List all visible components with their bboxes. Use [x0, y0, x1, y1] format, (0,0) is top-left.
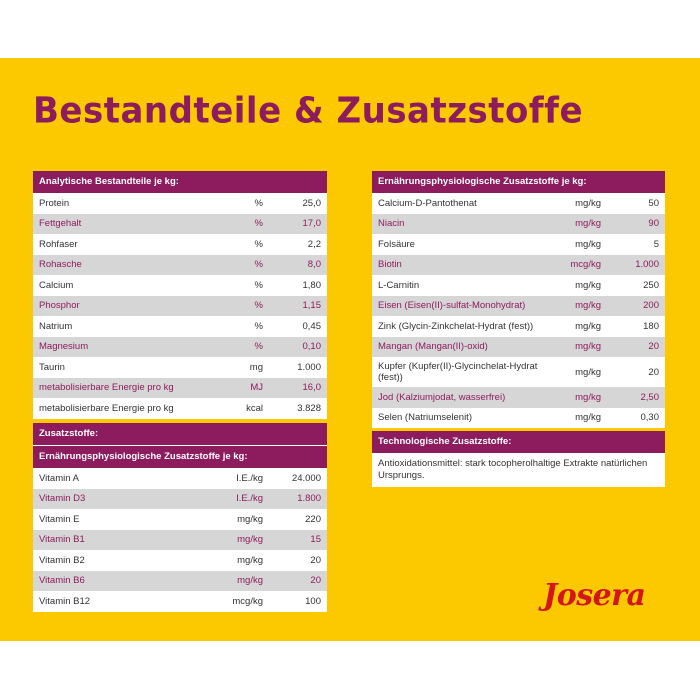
analytic-rows — [33, 193, 327, 419]
table-row — [33, 337, 327, 358]
row-unit: % — [254, 238, 263, 250]
row-name: Vitamin B1 — [39, 534, 85, 546]
row-name: Selen (Natriumselenit) — [378, 412, 472, 424]
row-value: 17,0 — [302, 218, 321, 230]
row-unit: mg/kg — [575, 341, 601, 353]
row-unit: % — [254, 259, 263, 271]
additives-table — [33, 423, 327, 612]
table-row — [33, 398, 327, 419]
row-value: 8,0 — [307, 259, 321, 271]
row-unit: mg/kg — [575, 197, 601, 209]
table-row — [372, 275, 665, 296]
row-unit: % — [254, 320, 263, 332]
row-value: 1.000 — [297, 361, 321, 373]
additives-rows — [33, 468, 327, 612]
row-unit: mg/kg — [237, 554, 263, 566]
nutritional-table — [372, 171, 665, 428]
row-unit: mcg/kg — [570, 259, 601, 271]
table-row — [33, 296, 327, 317]
nutritional-table-header: Ernährungsphysiologische Zusatzstoffe je kg: — [372, 171, 665, 193]
row-name: Folsäure — [378, 238, 415, 250]
row-unit: mg/kg — [237, 575, 263, 587]
row-name: Rohfaser — [39, 238, 78, 250]
row-name: Vitamin B12 — [39, 595, 91, 607]
row-name: Magnesium — [39, 341, 89, 353]
table-row — [33, 509, 327, 530]
row-value: 15 — [310, 534, 321, 546]
table-row — [372, 408, 665, 429]
row-unit: mg/kg — [575, 218, 601, 230]
row-value: 2,50 — [640, 391, 659, 403]
row-name: L-Carnitin — [378, 279, 420, 291]
table-row — [372, 296, 665, 317]
row-value: 1,80 — [302, 279, 321, 291]
table-row — [33, 214, 327, 235]
josera-logo: Josera — [543, 578, 646, 613]
row-name: Kupfer (Kupfer(II)-Glycinchelat-Hydrat (fest)) — [378, 361, 538, 383]
row-name: Calcium-D-Pantothenat — [378, 197, 477, 209]
row-value: 0,45 — [302, 320, 321, 332]
analytic-table-header: Analytische Bestandteile je kg: — [33, 171, 327, 193]
row-unit: MJ — [250, 382, 263, 394]
row-name: Vitamin A — [39, 472, 79, 484]
table-row — [33, 378, 327, 399]
row-value: 180 — [643, 320, 659, 332]
row-unit: mg/kg — [237, 534, 263, 546]
row-name: Vitamin B6 — [39, 575, 85, 587]
table-row — [33, 357, 327, 378]
row-name: Protein — [39, 197, 70, 209]
row-value: 1.000 — [635, 259, 659, 271]
row-value: 100 — [305, 595, 321, 607]
table-row — [372, 316, 665, 337]
row-name: Natrium — [39, 320, 73, 332]
row-name: metabolisierbare Energie pro kg — [39, 402, 174, 414]
table-row — [33, 193, 327, 214]
row-unit: mg/kg — [575, 238, 601, 250]
table-row — [372, 234, 665, 255]
row-name: metabolisierbare Energie pro kg — [39, 382, 174, 394]
table-row — [33, 489, 327, 510]
row-value: 24.000 — [291, 472, 321, 484]
row-value: 2,2 — [307, 238, 321, 250]
additives-table-header: Zusatzstoffe: — [33, 423, 327, 445]
row-name: Vitamin E — [39, 513, 80, 525]
row-value: 20 — [310, 575, 321, 587]
row-name: Biotin — [378, 259, 402, 271]
row-name: Eisen (Eisen(II)-sulfat-Monohydrat) — [378, 300, 526, 312]
row-unit: mg/kg — [575, 412, 601, 424]
table-row — [33, 316, 327, 337]
row-name: Phosphor — [39, 300, 80, 312]
additives-table-subheader: Ernährungsphysiologische Zusatzstoffe je kg: — [33, 445, 327, 468]
analytic-table — [33, 171, 327, 419]
row-value: 0,10 — [302, 341, 321, 353]
row-value: 220 — [305, 513, 321, 525]
table-row — [33, 255, 327, 276]
technological-table — [372, 431, 665, 487]
table-row — [33, 530, 327, 551]
row-value: 1,15 — [302, 300, 321, 312]
row-unit: % — [254, 197, 263, 209]
row-unit: I.E./kg — [236, 493, 263, 505]
table-row — [33, 591, 327, 612]
row-unit: kcal — [246, 402, 263, 414]
row-unit: mg/kg — [237, 513, 263, 525]
table-row — [33, 234, 327, 255]
row-value: 3.828 — [297, 402, 321, 414]
row-value: 25,0 — [302, 197, 321, 209]
row-unit: % — [254, 218, 263, 230]
row-unit: % — [254, 279, 263, 291]
row-name: Calcium — [39, 279, 74, 291]
table-row — [33, 275, 327, 296]
row-name: Jod (Kalziumjodat, wasserfrei) — [378, 391, 506, 403]
row-unit: % — [254, 300, 263, 312]
row-name: Rohasche — [39, 259, 82, 271]
row-value: 90 — [648, 218, 659, 230]
row-name: Niacin — [378, 218, 405, 230]
technological-text: Antioxidationsmittel: stark tocopherolhaltige Extrakte natürlichen Ursprungs. — [378, 458, 648, 481]
table-row — [372, 193, 665, 214]
table-row — [33, 468, 327, 489]
row-unit: % — [254, 341, 263, 353]
row-name: Vitamin D3 — [39, 493, 86, 505]
row-unit: mg/kg — [575, 391, 601, 403]
row-value: 20 — [648, 341, 659, 353]
page-title: Bestandteile & Zusatzstoffe — [33, 90, 584, 132]
row-value: 20 — [648, 366, 659, 378]
row-value: 5 — [653, 238, 659, 250]
table-row — [372, 255, 665, 276]
nutritional-rows — [372, 193, 665, 428]
row-unit: mg/kg — [575, 300, 601, 312]
row-unit: mg/kg — [575, 366, 601, 378]
row-name: Fettgehalt — [39, 218, 82, 230]
row-value: 1.800 — [297, 493, 321, 505]
row-value: 250 — [643, 279, 659, 291]
table-row — [372, 387, 665, 408]
row-value: 0,30 — [640, 412, 659, 424]
table-row — [372, 214, 665, 235]
technological-table-header: Technologische Zusatzstoffe: — [372, 431, 665, 453]
table-row — [33, 571, 327, 592]
table-row — [33, 550, 327, 571]
row-unit: mg/kg — [575, 320, 601, 332]
table-row — [372, 357, 665, 387]
row-value: 50 — [648, 197, 659, 209]
row-name: Taurin — [39, 361, 65, 373]
row-name: Vitamin B2 — [39, 554, 85, 566]
row-unit: I.E./kg — [236, 472, 263, 484]
row-unit: mcg/kg — [232, 595, 263, 607]
row-unit: mg — [249, 361, 263, 373]
row-value: 200 — [643, 300, 659, 312]
row-unit: mg/kg — [575, 279, 601, 291]
row-name: Mangan (Mangan(II)-oxid) — [378, 341, 488, 353]
row-name: Zink (Glycin-Zinkchelat-Hydrat (fest)) — [378, 320, 534, 332]
row-value: 16,0 — [302, 382, 321, 394]
table-row — [372, 337, 665, 358]
row-value: 20 — [310, 554, 321, 566]
